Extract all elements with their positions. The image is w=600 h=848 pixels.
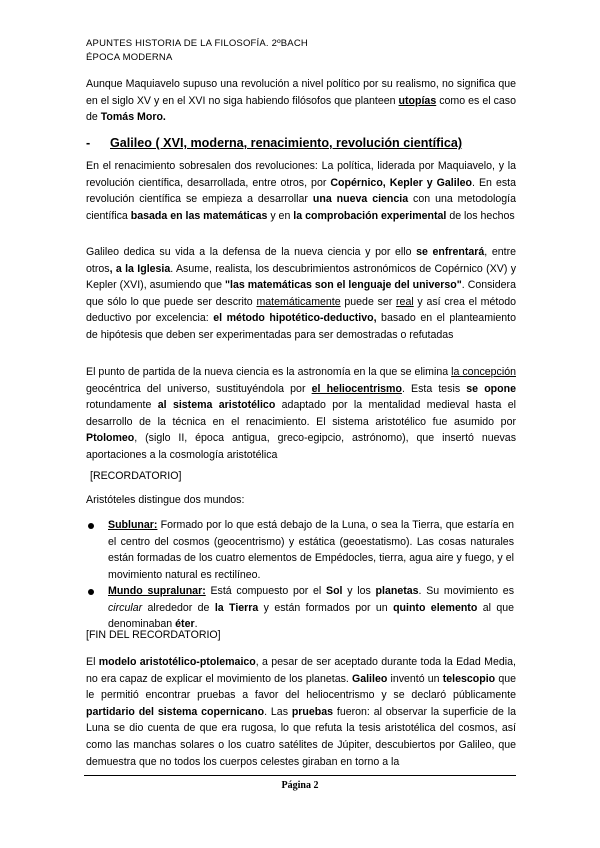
paragraph-telescope: El modelo aristotélico-ptolemaico, a pesar de ser aceptado durante toda la Edad Media, no era capaz de explicar el movimiento de los planetas. Galileo inventó un telescopio que le permitió encontrar pruebas a favor del heliocentrismo y se declaró públicamente partidario del sistema copernicano. Las pruebas fueron: al observar la superficie de la Luna se dio cuenta de que era rugosa, lo que refuta la tesis aristotélica del cosmos, así como las manchas solares o los cuatro satélites de Júpiter, descubiertos por Galileo, que demuestra que no todos los cuerpos celestes giraban en torno a la <box>86 656 516 768</box>
paragraph-galileo-method: Galileo dedica su vida a la defensa de la nueva ciencia y por ello se enfrentará, entre otros, a la Iglesia. Asume, realista, los descubrimientos astronómicos de Copérnico (XV) y Kepler (XVI), asumiendo que "las matemáticas son el lenguaje del universo". Considera que sólo lo que puede ser descrito matemáticamente puede ser real y así crea el método deductivo por excelencia: el método hipotético-deductivo, basado en el planteamiento de hipótesis que deben ser experimentadas para ser demostradas o refutadas <box>86 246 516 341</box>
page-number: Página 2 <box>281 780 319 791</box>
section-title: - Galileo ( XVI, moderna, renacimiento, revolución científica) <box>86 136 463 150</box>
bullet-sublunar: Sublunar: Formado por lo que está debajo de la Luna, o sea la Tierra, que estaría en el centro del cosmos (geocentrismo) y estática (geoestatismo). Las cosas naturales están formadas de los cuatro elementos de Empédocles, tierra, agua aire y fuego, y el movimiento natural es rectilíneo. <box>108 517 514 583</box>
intro-paragraph: Aunque Maquiavelo supuso una revolución a nivel político por su realismo, no significa que en el siglo XV y en el XVI no siga habiendo filósofos que planteen utopías como es el caso de Tomás Moro. <box>86 78 516 124</box>
aristoteles-intro: Aristóteles distingue dos mundos: <box>86 494 245 506</box>
recordatorio-open: [RECORDATORIO] <box>90 470 182 482</box>
bullet-supralunar: Mundo supralunar: Está compuesto por el Sol y los planetas. Su movimiento es circular alrededor de la Tierra y están formados por un quinto elemento al que denominaban éter. <box>108 583 514 633</box>
paragraph-astronomy: El punto de partida de la nueva ciencia es la astronomía en la que se elimina la concepción geocéntrica del universo, sustituyéndola por el heliocentrismo. Esta tesis se opone rotundamente al sistema aristotélico adaptado por la mentalidad medieval hasta el desarrollo de la técnica en el renacimiento. El sistema aristotélico fue asumido por Ptolomeo, (siglo II, época antigua, greco-egipcio, astrónomo), que insertó nuevas aportaciones a la cosmología aristotélica <box>86 366 516 461</box>
recordatorio-close: [FIN DEL RECORDATORIO] <box>86 629 221 641</box>
header-line-1: APUNTES HISTORIA DE LA FILOSOFÍA. 2ºBACH <box>86 38 308 49</box>
bullet-dot-icon <box>88 523 94 529</box>
header-line-2: ÉPOCA MODERNA <box>86 52 173 63</box>
bullet-dot-icon <box>88 589 94 595</box>
paragraph-revolutions: En el renacimiento sobresalen dos revoluciones: La política, liderada por Maquiavelo, y la revolución científica, desarrollada, entre otros, por Copérnico, Kepler y Galileo. En esta revolución científica se empieza a desarrollar una nueva ciencia con una metodología científica basada en las matemáticas y en la comprobación experimental de los hechos <box>86 160 516 222</box>
footer-divider <box>84 775 516 776</box>
